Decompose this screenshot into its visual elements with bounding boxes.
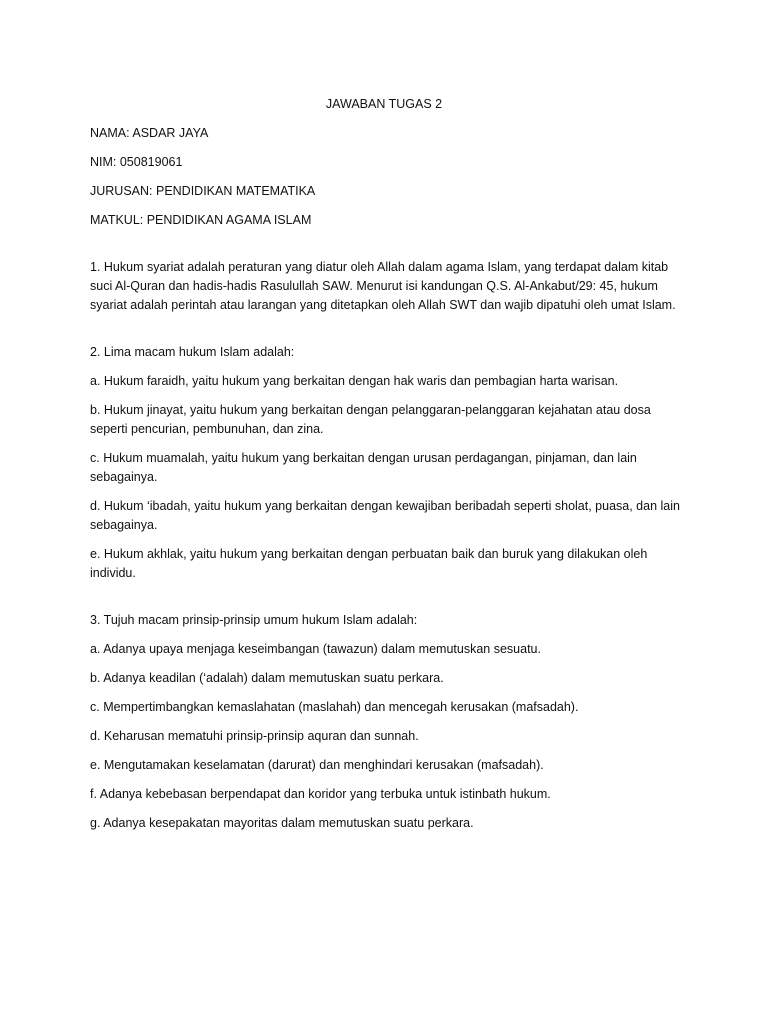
answer-3-item-a: a. Adanya upaya menjaga keseimbangan (tawazun) dalam memutuskan sesuatu. [90, 642, 541, 656]
answer-3-item-f: f. Adanya kebebasan berpendapat dan koridor yang terbuka untuk istinbath hukum. [90, 787, 551, 801]
answer-2-item-a: a. Hukum faraidh, yaitu hukum yang berkaitan dengan hak waris dan pembagian harta warisan. [90, 374, 619, 388]
answer-2-item-c: c. Hukum muamalah, yaitu hukum yang berkaitan dengan urusan perdagangan, pinjaman, dan lain sebagainya. [90, 451, 637, 484]
answer-2 [90, 343, 690, 583]
answer-3-item-e: e. Mengutamakan keselamatan (darurat) dan menghindari kerusakan (mafsadah). [90, 758, 544, 772]
student-name: NAMA: ASDAR JAYA [90, 126, 209, 140]
course-name: MATKUL: PENDIDIKAN AGAMA ISLAM [90, 213, 312, 227]
answer-3-item-c: c. Mempertimbangkan kemaslahatan (maslahah) dan mencegah kerusakan (mafsadah). [90, 700, 579, 714]
document-body [90, 124, 690, 843]
answer-1 [90, 258, 690, 315]
student-major: JURUSAN: PENDIDIKAN MATEMATIKA [90, 184, 316, 198]
student-info [90, 124, 690, 230]
answer-1-text: 1. Hukum syariat adalah peraturan yang diatur oleh Allah dalam agama Islam, yang terdapat dalam kitab suci Al-Quran dan hadis-hadis Rasulullah SAW. Menurut isi kandungan Q.S. Al-Ankabut/29: 45, hukum syariat adalah perintah atau larangan yang ditetapkan oleh Allah SWT dan wajib dipatuhi oleh umat Islam. [90, 260, 676, 312]
answer-3-item-d: d. Keharusan mematuhi prinsip-prinsip aquran dan sunnah. [90, 729, 419, 743]
answer-2-item-d: d. Hukum ‘ibadah, yaitu hukum yang berkaitan dengan kewajiban beribadah seperti sholat, puasa, dan lain sebagainya. [90, 499, 680, 532]
student-id: NIM: 050819061 [90, 155, 183, 169]
answer-3-item-b: b. Adanya keadilan (‘adalah) dalam memutuskan suatu perkara. [90, 671, 444, 685]
answer-2-item-e: e. Hukum akhlak, yaitu hukum yang berkaitan dengan perbuatan baik dan buruk yang dilakukan oleh individu. [90, 547, 648, 580]
answer-2-item-b: b. Hukum jinayat, yaitu hukum yang berkaitan dengan pelanggaran-pelanggaran kejahatan atau dosa seperti pencurian, pembunuhan, dan zina. [90, 403, 651, 436]
answer-2-intro: 2. Lima macam hukum Islam adalah: [90, 345, 295, 359]
answer-3-item-g: g. Adanya kesepakatan mayoritas dalam memutuskan suatu perkara. [90, 816, 474, 830]
answer-3-intro: 3. Tujuh macam prinsip-prinsip umum hukum Islam adalah: [90, 613, 418, 627]
document-title: JAWABAN TUGAS 2 [325, 97, 443, 111]
answer-3 [90, 611, 690, 833]
